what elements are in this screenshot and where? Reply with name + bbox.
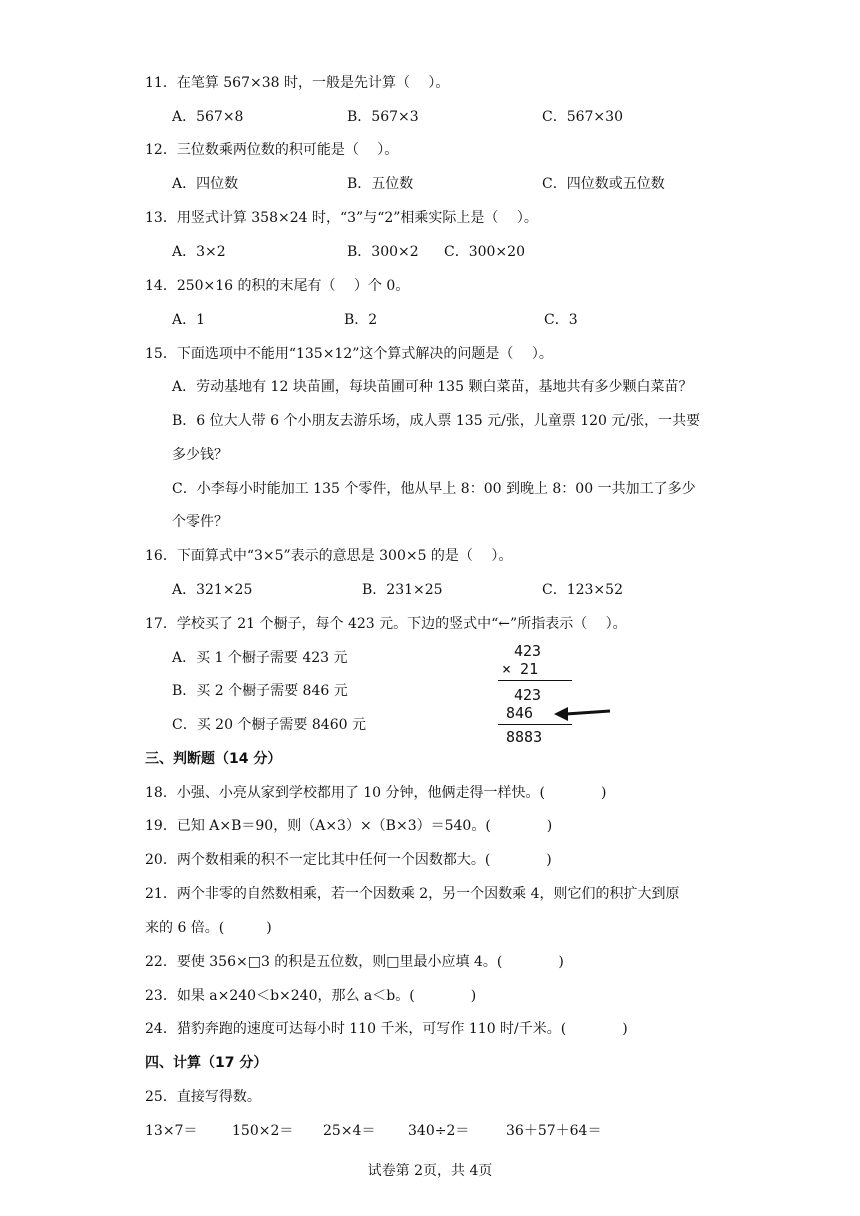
vertical-row-partial-2: 846 bbox=[506, 704, 534, 722]
section-3-title: 三、判断题（14 分） bbox=[145, 751, 282, 767]
calc-item-5: 36＋57＋64＝ bbox=[506, 1123, 602, 1139]
vertical-rule-2 bbox=[498, 724, 572, 725]
q16-option-c: C．123×52 bbox=[542, 582, 623, 598]
q13-option-b: B．300×2 bbox=[347, 244, 419, 260]
section-4-title: 四、计算（17 分） bbox=[145, 1055, 268, 1071]
question-24: 24．猎豹奔跑的速度可达每小时 110 千米，可写作 110 时/千米。( ) bbox=[145, 1021, 628, 1037]
question-22: 22．要使 356×□3 的积是五位数，则□里最小应填 4。( ) bbox=[145, 954, 564, 970]
q12-option-b: B．五位数 bbox=[347, 176, 414, 192]
q12-option-a: A．四位数 bbox=[172, 176, 239, 192]
question-25: 25．直接写得数。 bbox=[145, 1089, 261, 1105]
q14-option-c: C．3 bbox=[544, 312, 578, 328]
q17-option-b: B．买 2 个橱子需要 846 元 bbox=[172, 683, 348, 699]
question-14: 14．250×16 的积的末尾有（ ）个 0。 bbox=[145, 278, 410, 294]
question-17: 17．学校买了 21 个橱子，每个 423 元。下边的竖式中“←”所指表示（ ）。 bbox=[145, 616, 627, 632]
calc-item-3: 25×4＝ bbox=[323, 1123, 376, 1139]
q15-option-a: A．劳动基地有 12 块苗圃，每块苗圃可种 135 颗白菜苗，基地共有多少颗白菜苗？ bbox=[172, 379, 693, 395]
calc-item-2: 150×2＝ bbox=[232, 1123, 294, 1139]
question-18: 18．小强、小亮从家到学校都用了 10 分钟，他俩走得一样快。( ) bbox=[145, 785, 607, 801]
q14-option-a: A．1 bbox=[172, 312, 206, 328]
question-23: 23．如果 a×240＜b×240，那么 a＜b。( ) bbox=[145, 988, 477, 1004]
vertical-row-multiplicand: 423 bbox=[514, 642, 542, 660]
q14-option-b: B．2 bbox=[344, 312, 378, 328]
q15-option-b-cont: 多少钱？ bbox=[172, 447, 228, 463]
vertical-multiplication bbox=[496, 640, 616, 750]
question-20: 20．两个数相乘的积不一定比其中任何一个因数都大。( ) bbox=[145, 852, 552, 868]
calc-item-4: 340÷2＝ bbox=[408, 1123, 470, 1139]
vertical-row-product: 8883 bbox=[506, 728, 543, 746]
q15-option-c-cont: 个零件？ bbox=[172, 514, 228, 530]
q16-option-b: B．231×25 bbox=[362, 582, 443, 598]
q15-option-b: B．6 位大人带 6 个小朋友去游乐场，成人票 135 元/张，儿童票 120 元/张，一共要 bbox=[172, 413, 701, 429]
q11-option-b: B．567×3 bbox=[347, 109, 419, 125]
q16-option-a: A．321×25 bbox=[172, 582, 253, 598]
arrow-left-icon bbox=[554, 706, 612, 722]
vertical-row-multiplier: × 21 bbox=[502, 660, 539, 678]
vertical-rule-1 bbox=[498, 680, 572, 681]
question-12: 12．三位数乘两位数的积可能是（ ）。 bbox=[145, 142, 399, 158]
question-13: 13．用竖式计算 358×24 时，“3”与“2”相乘实际上是（ ）。 bbox=[145, 210, 538, 226]
q11-option-c: C．567×30 bbox=[542, 109, 623, 125]
q17-option-c: C．买 20 个橱子需要 8460 元 bbox=[172, 717, 366, 733]
q13-option-c: C．300×20 bbox=[444, 244, 525, 260]
question-19: 19．已知 A×B＝90，则（A×3）×（B×3）＝540。( ) bbox=[145, 818, 553, 834]
question-21-cont: 来的 6 倍。( ) bbox=[145, 920, 272, 936]
question-11: 11．在笔算 567×38 时，一般是先计算（ ）。 bbox=[145, 75, 450, 91]
question-15: 15．下面选项中不能用“135×12”这个算式解决的问题是（ ）。 bbox=[145, 346, 553, 362]
vertical-row-partial-1: 423 bbox=[514, 686, 542, 704]
q15-option-c: C．小李每小时能加工 135 个零件，他从早上 8：00 到晚上 8：00 一共加工了多少 bbox=[172, 481, 696, 497]
page-footer: 试卷第 2页，共 4页 bbox=[367, 1163, 493, 1179]
calc-item-1: 13×7＝ bbox=[145, 1123, 198, 1139]
q11-option-a: A．567×8 bbox=[172, 109, 244, 125]
q17-option-a: A．买 1 个橱子需要 423 元 bbox=[172, 650, 348, 666]
question-16: 16．下面算式中“3×5”表示的意思是 300×5 的是（ ）。 bbox=[145, 548, 513, 564]
q13-option-a: A．3×2 bbox=[172, 244, 226, 260]
q12-option-c: C．四位数或五位数 bbox=[542, 176, 665, 192]
question-21: 21．两个非零的自然数相乘，若一个因数乘 2，另一个因数乘 4，则它们的积扩大到原 bbox=[145, 886, 680, 902]
